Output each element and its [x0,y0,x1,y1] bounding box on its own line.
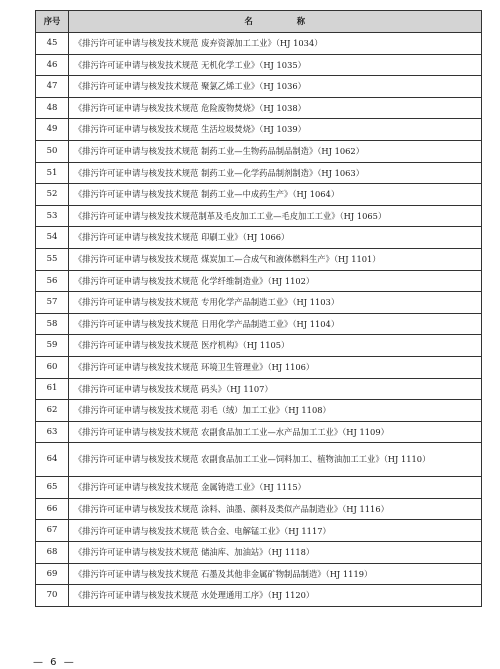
row-number: 63 [36,421,69,443]
standard-name: 《排污许可证申请与核发技术规范 生活垃圾焚烧》（HJ 1039） [69,119,482,141]
row-number: 69 [36,563,69,585]
standard-name: 《排污许可证申请与核发技术规范 农副食品加工工业—饲料加工、植物油加工工业》（HJ 1110） [69,443,482,477]
table-row [36,542,482,564]
standard-name: 《排污许可证申请与核发技术规范 水处理通用工序》（HJ 1120） [69,585,482,607]
table-header-row [36,11,482,33]
column-header-name: 名 称 [69,11,482,33]
table-row [36,400,482,422]
standard-name: 《排污许可证申请与核发技术规范 医疗机构》（HJ 1105） [69,335,482,357]
standard-name: 《排污许可证申请与核发技术规范 危险废物焚烧》（HJ 1038） [69,97,482,119]
row-number: 68 [36,542,69,564]
page-number: — 6 — [33,657,76,668]
standard-name: 《排污许可证申请与核发技术规范 煤炭加工—合成气和液体燃料生产》（HJ 1101） [69,248,482,270]
standard-name: 《排污许可证申请与核发技术规范 农副食品加工工业—水产品加工工业》（HJ 1109） [69,421,482,443]
table-row [36,356,482,378]
table-row [36,248,482,270]
standard-name: 《排污许可证申请与核发技术规范 日用化学产品制造工业》（HJ 1104） [69,313,482,335]
row-number: 47 [36,76,69,98]
row-number: 56 [36,270,69,292]
table-row [36,335,482,357]
table-row [36,184,482,206]
row-number: 50 [36,140,69,162]
row-number: 46 [36,54,69,76]
standard-name: 《排污许可证申请与核发技术规范 制药工业—生物药品制品制造》（HJ 1062） [69,140,482,162]
row-number: 53 [36,205,69,227]
row-number: 59 [36,335,69,357]
row-number: 62 [36,400,69,422]
table-row [36,162,482,184]
standard-name: 《排污许可证申请与核发技术规范 羽毛（绒）加工工业》（HJ 1108） [69,400,482,422]
row-number: 67 [36,520,69,542]
table-row [36,563,482,585]
standard-name: 《排污许可证申请与核发技术规范 石墨及其他非金属矿物制品制造》（HJ 1119） [69,563,482,585]
table-row [36,313,482,335]
row-number: 48 [36,97,69,119]
row-number: 51 [36,162,69,184]
row-number: 70 [36,585,69,607]
standard-name: 《排污许可证申请与核发技术规范 化学纤维制造业》（HJ 1102） [69,270,482,292]
standard-name: 《排污许可证申请与核发技术规范 制药工业—化学药品制剂制造》（HJ 1063） [69,162,482,184]
table-row [36,498,482,520]
table-row [36,292,482,314]
row-number: 55 [36,248,69,270]
row-number: 57 [36,292,69,314]
standards-table [35,10,482,607]
table-body [36,33,482,607]
table-row [36,119,482,141]
row-number: 61 [36,378,69,400]
table-row [36,520,482,542]
standard-name: 《排污许可证申请与核发技术规范 聚氯乙烯工业》（HJ 1036） [69,76,482,98]
standard-name: 《排污许可证申请与核发技术规范 金属铸造工业》（HJ 1115） [69,477,482,499]
table-row [36,477,482,499]
table-row [36,54,482,76]
standard-name: 《排污许可证申请与核发技术规范 储油库、加油站》（HJ 1118） [69,542,482,564]
row-number: 60 [36,356,69,378]
table-row [36,140,482,162]
standard-name: 《排污许可证申请与核发技术规范制革及毛皮加工工业—毛皮加工工业》（HJ 1065） [69,205,482,227]
table-row [36,421,482,443]
table-row [36,585,482,607]
table-row [36,378,482,400]
table-row [36,227,482,249]
standard-name: 《排污许可证申请与核发技术规范 废弃资源加工工业》（HJ 1034） [69,33,482,55]
table-row [36,76,482,98]
standard-name: 《排污许可证申请与核发技术规范 印刷工业》（HJ 1066） [69,227,482,249]
table-row [36,270,482,292]
standard-name: 《排污许可证申请与核发技术规范 专用化学产品制造工业》（HJ 1103） [69,292,482,314]
row-number: 54 [36,227,69,249]
standard-name: 《排污许可证申请与核发技术规范 环境卫生管理业》（HJ 1106） [69,356,482,378]
standard-name: 《排污许可证申请与核发技术规范 铁合金、电解锰工业》（HJ 1117） [69,520,482,542]
table-row [36,33,482,55]
row-number: 52 [36,184,69,206]
table-row [36,205,482,227]
table-row [36,443,482,477]
column-header-number: 序号 [36,11,69,33]
row-number: 45 [36,33,69,55]
row-number: 58 [36,313,69,335]
standard-name: 《排污许可证申请与核发技术规范 涂料、油墨、颜料及类似产品制造业》（HJ 1116） [69,498,482,520]
row-number: 64 [36,443,69,477]
row-number: 66 [36,498,69,520]
row-number: 49 [36,119,69,141]
standard-name: 《排污许可证申请与核发技术规范 码头》（HJ 1107） [69,378,482,400]
table-row [36,97,482,119]
standard-name: 《排污许可证申请与核发技术规范 无机化学工业》（HJ 1035） [69,54,482,76]
row-number: 65 [36,477,69,499]
standard-name: 《排污许可证申请与核发技术规范 制药工业—中成药生产》（HJ 1064） [69,184,482,206]
